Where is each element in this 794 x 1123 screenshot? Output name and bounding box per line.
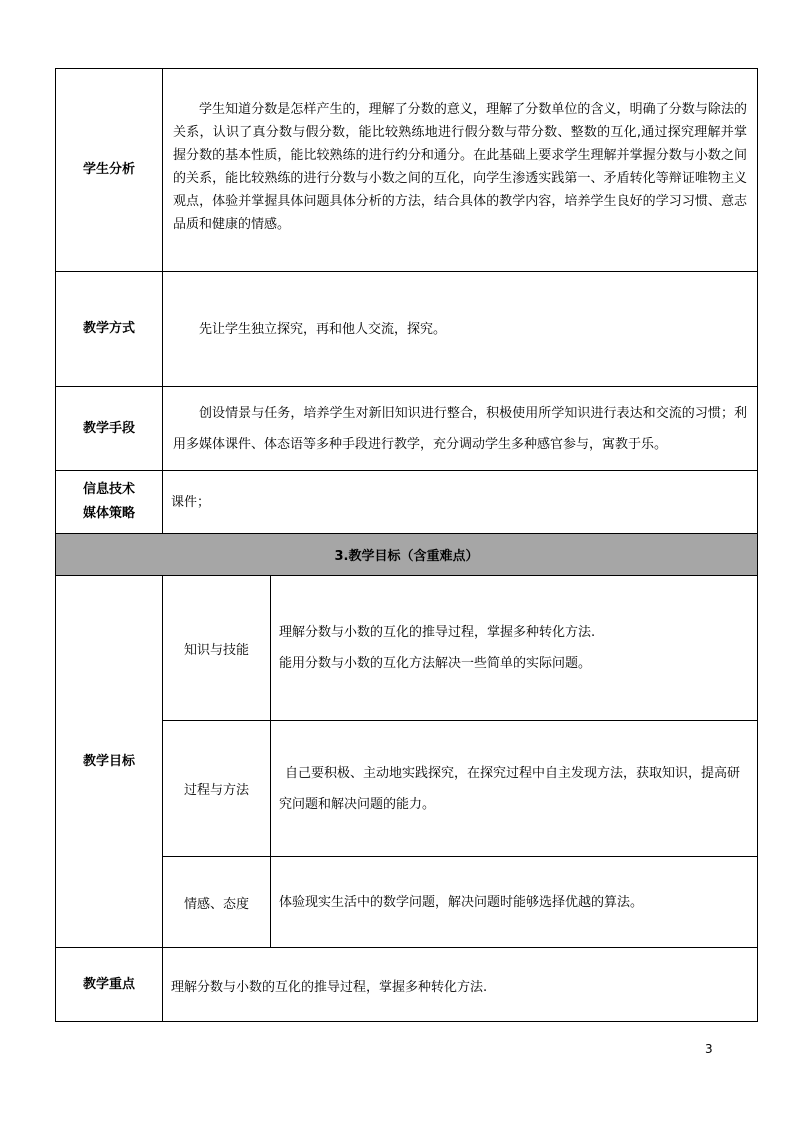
key-point-text: 理解分数与小数的互化的推导过程，掌握多种转化方法. <box>171 980 488 995</box>
teaching-means-label: 教学手段 <box>56 387 163 471</box>
teaching-means-text: 创设情景与任务，培养学生对新旧知识进行整合，积极使用所学知识进行表达和交流的习惯；利用多媒体课件、体态语等多种手段进行教学，充分调动学生多种感官参与，寓教于乐。 <box>173 405 748 452</box>
key-point-row <box>56 948 758 1022</box>
objective-name: 知识与技能 <box>163 576 271 721</box>
it-strategy-label-line1: 信息技术 <box>82 482 135 497</box>
objective-text-line: 能用分数与小数的互化方法解决一些简单的实际问题。 <box>279 656 592 671</box>
it-strategy-label-line2: 媒体策略 <box>82 506 135 521</box>
it-strategy-text: 课件； <box>171 494 211 510</box>
section-header: 3.教学目标（含重难点） <box>56 534 758 576</box>
objective-text-line: 自己要积极、主动地实践探究，在探究过程中自主发现方法，获取知识，提高研究问题和解决问题的能力。 <box>279 765 741 812</box>
student-analysis-text: 学生知道分数是怎样产生的，理解了分数的意义，理解了分数单位的含义，明确了分数与除法的关系，认识了真分数与假分数，能比较熟练地进行假分数与带分数、整数的互化,通过探究理解并掌握分数的基本性质，能比较熟练的进行约分和通分。在此基础上要求学生理解并掌握分数与小数之间的关系，能比较熟练的进行分数与小数之间的互化，向学生渗透实践第一、矛盾转化等辩证唯物主义观点，体验并掌握具体问题具体分析的方法，结合具体的教学内容，培养学生良好的学习习惯、意志品质和健康的情感。 <box>173 102 748 232</box>
student-analysis-row <box>56 69 758 272</box>
key-point-label: 教学重点 <box>56 948 163 1022</box>
student-analysis-label: 学生分析 <box>56 69 163 272</box>
objective-name: 过程与方法 <box>163 721 271 857</box>
lesson-plan-table <box>55 68 758 1022</box>
objective-name: 情感、态度 <box>163 857 271 948</box>
teaching-method-row <box>56 272 758 387</box>
page-number: 3 <box>705 1042 713 1056</box>
teaching-means-row <box>56 387 758 471</box>
it-strategy-label <box>56 471 163 534</box>
objective-row-knowledge <box>56 576 758 721</box>
section-header-row <box>56 534 758 576</box>
it-strategy-row <box>56 471 758 534</box>
objective-text-line: 体验现实生活中的数学问题，解决问题时能够选择优越的算法。 <box>279 894 644 910</box>
objectives-label: 教学目标 <box>56 576 163 948</box>
teaching-method-text: 先让学生独立探究，再和他人交流，探究。 <box>199 321 447 337</box>
teaching-method-label: 教学方式 <box>56 272 163 387</box>
objective-text-line: 理解分数与小数的互化的推导过程，掌握多种转化方法. <box>279 625 596 640</box>
